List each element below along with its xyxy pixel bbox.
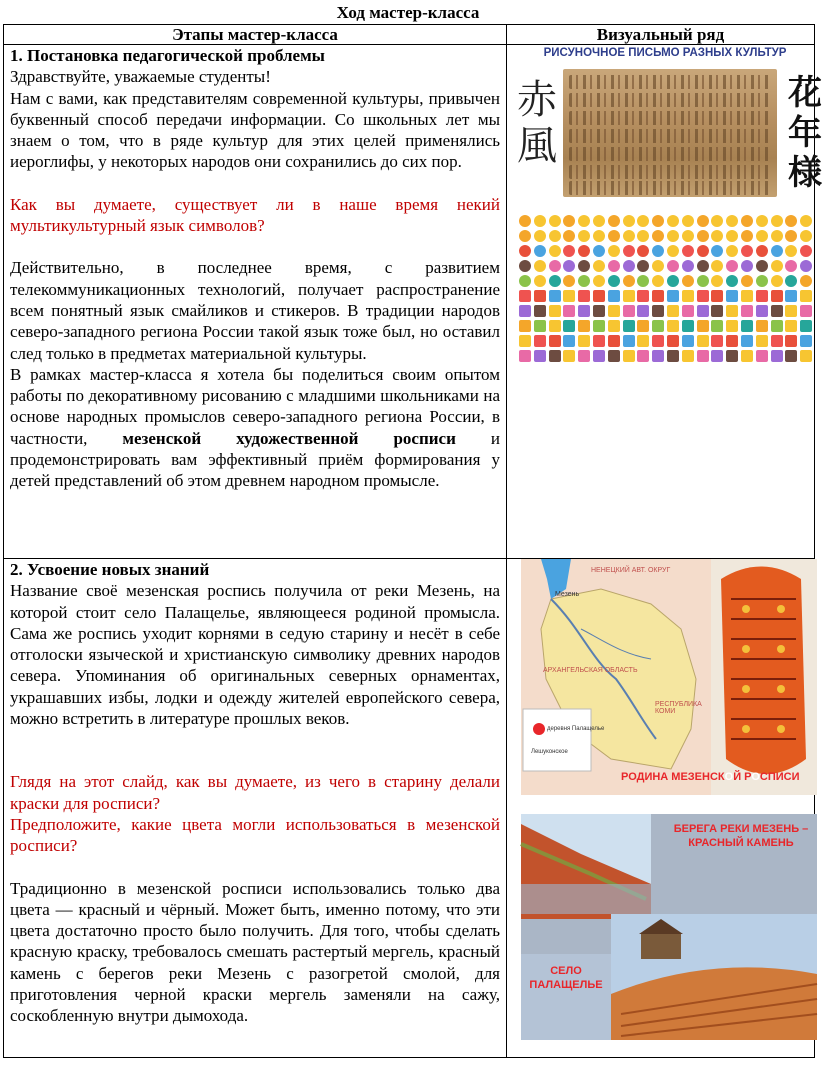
emoji-icon: [519, 245, 531, 257]
emoji-icon: [637, 350, 649, 362]
emoji-icon: [534, 335, 546, 347]
emoji-icon: [608, 260, 620, 272]
emoji-icon: [697, 320, 709, 332]
caption-text: О: [751, 771, 760, 783]
map-label: деревня Палащелье: [547, 726, 605, 732]
emoji-icon: [800, 245, 812, 257]
emoji-icon: [726, 230, 738, 242]
emoji-icon: [563, 260, 575, 272]
emoji-icon: [726, 275, 738, 287]
emoji-icon: [534, 290, 546, 302]
emoji-icon: [756, 350, 768, 362]
emoji-icon: [682, 335, 694, 347]
emoji-icon: [756, 230, 768, 242]
emoji-icon: [697, 350, 709, 362]
emoji-icon: [756, 320, 768, 332]
section-title: 2. Усвоение новых знаний: [10, 560, 210, 579]
emoji-icon: [637, 230, 649, 242]
map-label: НЕНЕЦКИЙ АВТ. ОКРУГ: [591, 567, 671, 574]
river-banks-image: [521, 814, 817, 1040]
emoji-icon: [637, 290, 649, 302]
emoji-icon: [800, 335, 812, 347]
emoji-icon: [785, 305, 797, 317]
map-label: АРХАНГЕЛЬСКАЯ ОБЛАСТЬ: [543, 667, 638, 674]
emoji-icon: [756, 245, 768, 257]
emoji-icon: [578, 245, 590, 257]
visual-cell-1: [507, 45, 822, 559]
emoji-icon: [593, 260, 605, 272]
emoji-icon: [608, 275, 620, 287]
emoji-icon: [578, 305, 590, 317]
emoji-icon: [726, 290, 738, 302]
emoji-icon: [771, 350, 783, 362]
emoji-icon: [667, 320, 679, 332]
emoji-icon: [534, 245, 546, 257]
table-row: [4, 45, 815, 559]
emoji-icon: [756, 335, 768, 347]
emoji-icon: [519, 335, 531, 347]
emoji-icon: [800, 230, 812, 242]
emoji-icon: [756, 275, 768, 287]
emoji-icon: [652, 215, 664, 227]
emoji-icon: [534, 275, 546, 287]
emoji-icon: [563, 290, 575, 302]
emoji-icon: [667, 305, 679, 317]
emoji-icon: [637, 305, 649, 317]
emoji-icon: [711, 305, 723, 317]
emoji-icon: [785, 245, 797, 257]
emoji-icon: [741, 305, 753, 317]
emoji-icon: [652, 275, 664, 287]
emoji-icon: [608, 245, 620, 257]
emoji-icon: [726, 350, 738, 362]
emoji-icon: [578, 290, 590, 302]
image-caption: БЕРЕГА РЕКИ МЕЗЕНЬ – КРАСНЫЙ КАМЕНЬ: [673, 823, 809, 849]
emoji-icon: [785, 230, 797, 242]
emoji-icon: [637, 320, 649, 332]
emoji-icon: [608, 320, 620, 332]
emoji-icon: [697, 305, 709, 317]
emoji-icon: [519, 320, 531, 332]
emoji-icon: [785, 275, 797, 287]
emoji-icon: [578, 320, 590, 332]
emoji-icon: [519, 230, 531, 242]
emoji-icon: [771, 215, 783, 227]
emoji-icon: [652, 245, 664, 257]
emoji-icon: [711, 335, 723, 347]
emoji-icon: [549, 320, 561, 332]
section2-text: [4, 559, 507, 1058]
emoji-icon: [563, 245, 575, 257]
emoji-icon: [741, 260, 753, 272]
mezen-map-image: [521, 559, 817, 795]
emoji-icon: [623, 350, 635, 362]
emoji-icon: [608, 290, 620, 302]
emoji-icon: [563, 230, 575, 242]
emoji-icon: [756, 260, 768, 272]
emoji-icon: [623, 320, 635, 332]
emoji-icon: [771, 335, 783, 347]
emoji-icon: [534, 230, 546, 242]
emoji-icon: [771, 320, 783, 332]
emoji-icon: [549, 260, 561, 272]
emoji-icon: [682, 350, 694, 362]
emoji-icon: [800, 320, 812, 332]
emoji-icon: [593, 320, 605, 332]
emoji-icon: [682, 320, 694, 332]
map-label: Мезень: [555, 591, 580, 598]
visual-cell-2: [507, 559, 815, 1058]
emoji-icon: [608, 230, 620, 242]
emoji-icon: [711, 215, 723, 227]
emoji-icon: [756, 215, 768, 227]
emoji-icon: [578, 215, 590, 227]
header-stages: Этапы мастер-класса: [4, 25, 507, 45]
hieroglyph-stone: [563, 69, 777, 197]
emoji-icon: [726, 335, 738, 347]
emoji-icon: [519, 290, 531, 302]
paragraph: [10, 364, 500, 492]
emoji-icon: [534, 260, 546, 272]
chinese-characters: 赤 風: [517, 77, 557, 169]
table-row: [4, 559, 815, 1058]
caption-text: О: [724, 771, 734, 783]
emoji-icon: [726, 215, 738, 227]
emoji-icon: [593, 350, 605, 362]
emoji-icon: [534, 350, 546, 362]
emoji-icon: [682, 260, 694, 272]
emoji-icon: [771, 245, 783, 257]
emoji-icon: [667, 260, 679, 272]
emoji-icon: [800, 275, 812, 287]
emoji-icon: [726, 245, 738, 257]
emoji-icon: [608, 335, 620, 347]
emoji-icon: [519, 215, 531, 227]
emoji-icon: [623, 335, 635, 347]
emoji-icon: [534, 215, 546, 227]
paragraph: Традиционно в мезенской росписи использовались только два цвета — красный и чёрный. Может быть, именно потому, что эти цвета достаточно просто было получить. Для того, чтобы сделать красную краску, требовалось смешать растертый мергель, красный камень с берегов реки Мезень с разогретой смолой, для приготовления черной краски мергель заменяли на сажу, соскобленную внутри дымохода.: [10, 878, 500, 1026]
emoji-icon: [785, 290, 797, 302]
emoji-icon: [726, 305, 738, 317]
emoji-icon: [549, 350, 561, 362]
emoji-icon: [667, 290, 679, 302]
emoji-icon: [549, 215, 561, 227]
emoji-icon: [637, 245, 649, 257]
emoji-icon: [593, 290, 605, 302]
emoji-icon: [697, 245, 709, 257]
emoji-icon: [563, 275, 575, 287]
emoji-icon: [637, 260, 649, 272]
emoji-icon: [637, 215, 649, 227]
emoji-icon: [771, 275, 783, 287]
emoji-icon: [771, 260, 783, 272]
emoji-icon: [608, 215, 620, 227]
emoji-icon: [563, 215, 575, 227]
page-title: Ход мастер-класса: [336, 3, 480, 22]
emoji-icon: [549, 335, 561, 347]
emoji-icon: [711, 260, 723, 272]
emoji-icon: [623, 245, 635, 257]
emoji-icon: [741, 320, 753, 332]
emoji-icon: [667, 230, 679, 242]
paragraph: Нам с вами, как представителям современной культуры, привычен буквенный способ передачи информации. Со школьных лет мы знаем о том, что в ряде культур для этих целей применялись иероглифы, у некоторых народов они сохранились до сих пор.: [10, 88, 500, 172]
emoji-icon: [711, 320, 723, 332]
emoji-icon: [549, 305, 561, 317]
emoji-icon: [682, 245, 694, 257]
emoji-icon: [578, 335, 590, 347]
emoji-icon: [652, 290, 664, 302]
greeting: Здравствуйте, уважаемые студенты!: [10, 67, 271, 87]
emoji-icon: [741, 275, 753, 287]
emoji-icon: [667, 215, 679, 227]
emoji-icon: [800, 350, 812, 362]
emoji-icon: [697, 290, 709, 302]
emoji-icon: [563, 305, 575, 317]
emoji-icon: [534, 305, 546, 317]
emoji-icon: [682, 305, 694, 317]
emoji-icon: [637, 335, 649, 347]
emoji-icon: [756, 305, 768, 317]
emoji-icon: [667, 335, 679, 347]
emoji-icon: [726, 260, 738, 272]
emoji-icon: [741, 245, 753, 257]
image-caption: СЕЛО ПАЛАЩЕЛЬЕ: [529, 965, 603, 991]
emoji-icon: [652, 260, 664, 272]
emoji-icon: [697, 230, 709, 242]
emoji-icon: [623, 215, 635, 227]
map-label: РЕСПУБЛИКА КОМИ: [655, 701, 702, 715]
emoji-icon: [623, 305, 635, 317]
emoji-icon: [756, 290, 768, 302]
section-title: 1. Постановка педагогической проблемы: [10, 46, 325, 65]
caption-text: СПИСИ: [759, 771, 800, 783]
paragraph-text: В рамках мастер-класса я хотела бы поделиться своим опытом работы по декоративному рисованию с младшими школьниками на основе народных промыслов северо-западного региона России, в частности,: [10, 364, 500, 448]
writing-cultures-image: [515, 47, 822, 197]
emoji-icon: [682, 215, 694, 227]
emoji-icon: [593, 275, 605, 287]
emoji-icon: [785, 215, 797, 227]
question: Глядя на этот слайд, как вы думаете, из чего в старину делали краски для росписи?: [10, 772, 500, 813]
emoji-icon: [519, 275, 531, 287]
caption-text: Й Р: [733, 771, 752, 783]
emoji-icon: [711, 290, 723, 302]
emoji-icon: [711, 245, 723, 257]
emoji-icon: [741, 350, 753, 362]
emoji-icon: [785, 260, 797, 272]
emoji-icon: [800, 290, 812, 302]
emoji-icon: [741, 335, 753, 347]
emoji-icon: [785, 320, 797, 332]
emoji-icon: [652, 305, 664, 317]
emoji-icon: [623, 275, 635, 287]
emoji-icon: [608, 305, 620, 317]
emoji-icon: [578, 260, 590, 272]
emoji-icon: [800, 215, 812, 227]
lesson-table: [3, 24, 822, 1058]
emoji-icon: [623, 230, 635, 242]
emoji-icon: [563, 335, 575, 347]
paragraph: Действительно, в последнее время, с развитием телекоммуникационных технологий, получает распространение всем понятный язык смайликов и стикеров. В традиции народов северо-западного региона России такой язык тоже был, но оставил след только в предметах материальной культуры.: [10, 258, 500, 363]
emoji-icon: [711, 350, 723, 362]
emoji-icon: [697, 260, 709, 272]
emoji-icon: [711, 230, 723, 242]
emoji-icon: [563, 320, 575, 332]
emoji-icon: [800, 305, 812, 317]
emoji-icon: [741, 215, 753, 227]
caption-text: РОДИНА МЕЗЕНСК: [621, 771, 725, 783]
emoji-icon: [593, 230, 605, 242]
emoji-icon: [771, 230, 783, 242]
emoji-icon: [578, 275, 590, 287]
emoji-icon: [593, 245, 605, 257]
emoji-icon: [549, 290, 561, 302]
emoji-icon: [785, 350, 797, 362]
question: Как вы думаете, существует ли в наше время некий мультикультурный язык символов?: [10, 194, 500, 236]
emoji-icon: [682, 290, 694, 302]
paragraph: Название своё мезенская роспись получила от реки Мезень, на которой стоит село Палащелье, являющееся родиной промысла. Сама же роспись уходит корнями в седую старину и несёт в себе отголоски языческой и христианскую символику древних народов севера. Упоминания об оригинальных северных орнаментах, украшавших избы, лодки и одежду жителей европейского севера, можно встретить в литературе прошлых веков.: [10, 581, 500, 729]
emoji-icon: [741, 230, 753, 242]
emoji-icon: [785, 335, 797, 347]
japanese-characters: 花 年 様: [788, 73, 822, 193]
emoji-icon: [711, 275, 723, 287]
emoji-icon: [682, 230, 694, 242]
emoji-icon: [593, 335, 605, 347]
emoji-icon: [771, 290, 783, 302]
emoji-icon: [549, 230, 561, 242]
emoji-icon: [593, 305, 605, 317]
emoji-icon: [578, 230, 590, 242]
paragraph-text: и продемонстрировать вам эффективный приём формирования у детей представлений об этом древнем народном промысле.: [10, 428, 500, 491]
emoji-icon: [741, 290, 753, 302]
emoji-icon: [519, 305, 531, 317]
table-header-row: [4, 25, 815, 45]
emoji-icon: [697, 335, 709, 347]
emoji-icon: [637, 275, 649, 287]
emoji-grid-image: [519, 215, 815, 381]
emoji-icon: [667, 350, 679, 362]
emoji-icon: [667, 275, 679, 287]
emoji-icon: [549, 275, 561, 287]
emoji-icon: [534, 320, 546, 332]
emoji-icon: [652, 230, 664, 242]
emoji-icon: [519, 260, 531, 272]
emoji-icon: [667, 245, 679, 257]
emoji-icon: [771, 305, 783, 317]
emoji-icon: [549, 245, 561, 257]
emoji-icon: [519, 350, 531, 362]
emoji-icon: [652, 335, 664, 347]
emoji-icon: [563, 350, 575, 362]
emoji-icon: [697, 275, 709, 287]
question: Предположите, какие цвета могли использоваться в мезенской росписи?: [10, 814, 500, 856]
header-visual: Визуальный ряд: [507, 25, 815, 45]
bold-term: мезенской художественной росписи: [122, 428, 456, 448]
emoji-icon: [697, 215, 709, 227]
section1-text: [4, 45, 507, 559]
emoji-icon: [608, 350, 620, 362]
image-caption: [621, 771, 800, 783]
emoji-icon: [652, 320, 664, 332]
emoji-icon: [578, 350, 590, 362]
map-label: Лешуконское: [531, 749, 568, 755]
emoji-icon: [726, 320, 738, 332]
emoji-icon: [623, 290, 635, 302]
emoji-icon: [682, 275, 694, 287]
emoji-icon: [593, 215, 605, 227]
emoji-icon: [652, 350, 664, 362]
emoji-icon: [800, 260, 812, 272]
emoji-icon: [623, 260, 635, 272]
image-caption: РИСУНОЧНОЕ ПИСЬМО РАЗНЫХ КУЛЬТУР: [543, 47, 787, 59]
